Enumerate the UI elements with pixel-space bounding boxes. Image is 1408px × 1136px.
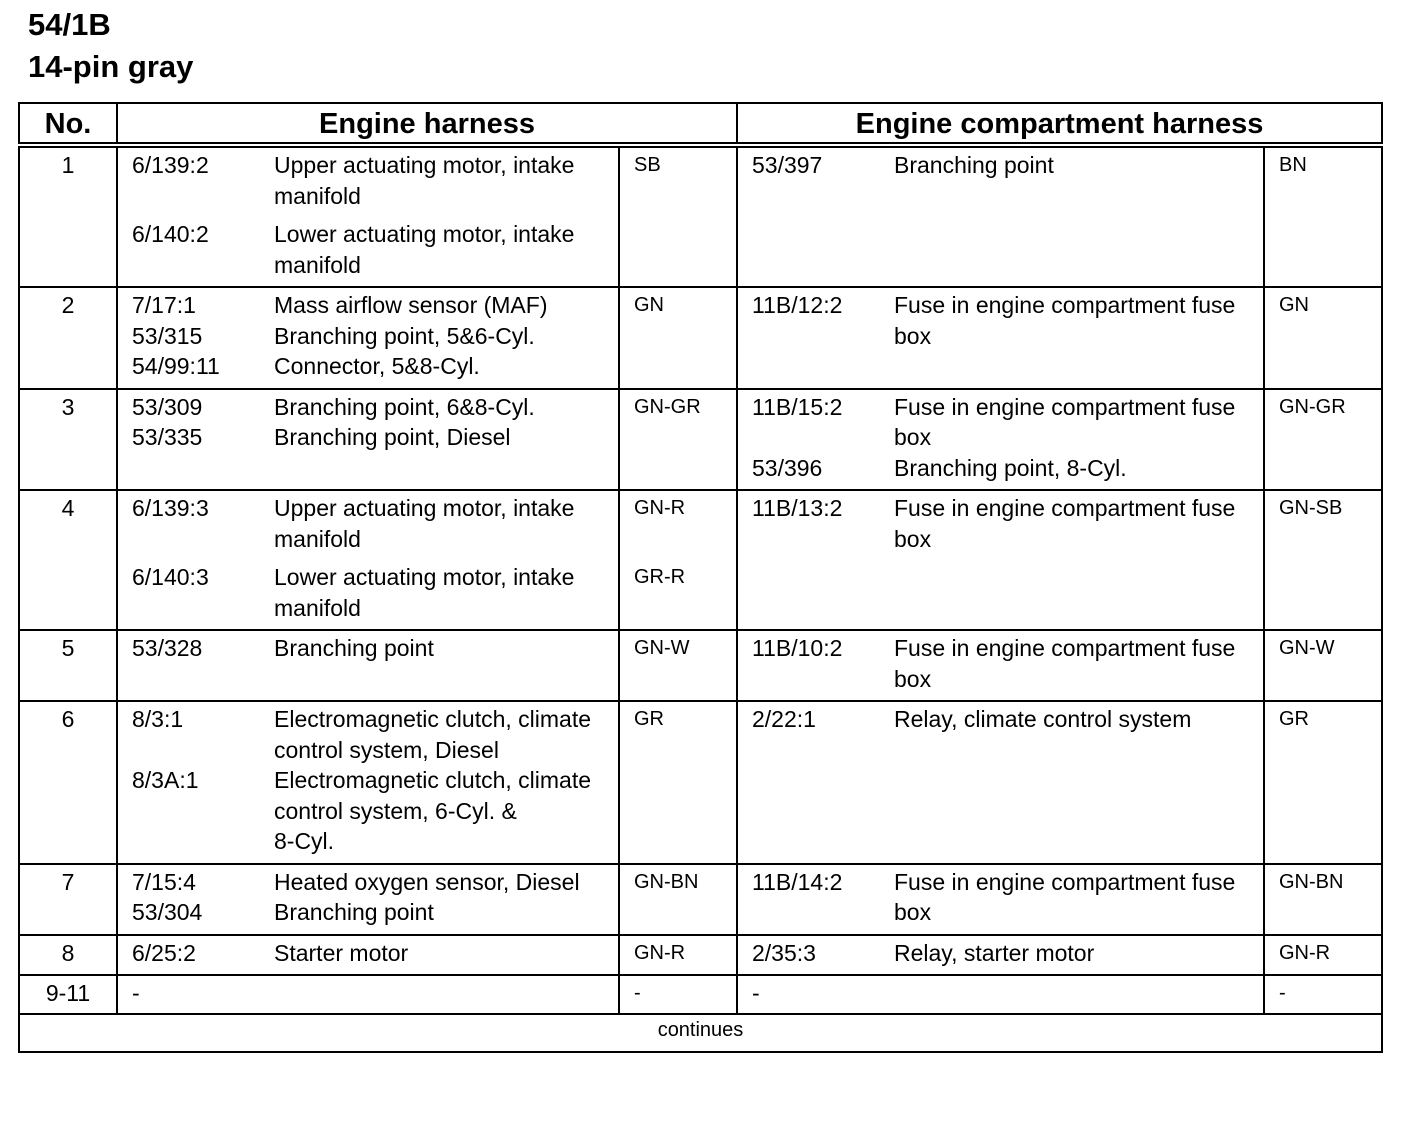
harness-entry — [752, 453, 1257, 484]
component-description — [274, 150, 612, 211]
table-body — [19, 145, 1382, 1014]
pinout-table — [18, 102, 1383, 1053]
wire-color: GN-BN — [1279, 870, 1344, 893]
engine-harness-cell — [117, 389, 619, 491]
wire-color: - — [634, 982, 641, 1004]
connector-code: 53/397 — [752, 152, 823, 178]
pin-number: 3 — [19, 389, 117, 491]
compartment-harness-cell — [737, 630, 1264, 701]
compartment-harness-cell — [737, 864, 1264, 935]
engine-wire-color-cell — [619, 490, 737, 630]
table-row — [19, 389, 1382, 491]
wire-color: GN-R — [1279, 941, 1331, 964]
wire-color: GN-SB — [1279, 497, 1343, 519]
component-description — [274, 633, 612, 664]
connector-code: - — [752, 980, 760, 1006]
component-description — [894, 633, 1257, 694]
component-description — [894, 392, 1257, 453]
table-row — [19, 490, 1382, 630]
harness-entry — [752, 938, 1257, 969]
connector-code: 7/17:1 — [132, 292, 196, 318]
component-description-text: Starter motor — [274, 939, 409, 966]
wire-color: GR — [1279, 708, 1309, 730]
page-heading — [28, 4, 193, 88]
component-description — [274, 290, 612, 321]
component-description-text: Lower actuating motor, intake manifold — [274, 221, 575, 278]
table-row — [19, 935, 1382, 976]
component-description-text: Branching point, 8-Cyl. — [894, 454, 1127, 481]
connector-description: 14-pin gray — [28, 49, 194, 84]
pin-number: 7 — [19, 864, 117, 935]
connector-code: 53/335 — [132, 424, 203, 450]
compartment-wire-color-cell — [1264, 935, 1382, 976]
component-description-text: Fuse in engine compartment fuse box — [894, 292, 1236, 349]
component-description — [894, 867, 1257, 928]
component-description-text: Electromagnetic clutch, climate control system, Diesel — [274, 706, 592, 763]
harness-entry — [132, 422, 612, 453]
component-description-text: Relay, climate control system — [894, 706, 1192, 732]
footer-row — [19, 1014, 1382, 1052]
harness-entry — [752, 493, 1257, 554]
component-description-text: Branching point, 5&6-Cyl. — [274, 322, 535, 349]
connector-code: 53/309 — [132, 393, 203, 420]
engine-harness-cell — [117, 975, 619, 1014]
harness-entry — [132, 938, 612, 969]
connector-id: 54/1B — [28, 7, 111, 42]
wire-color: GN-W — [1279, 637, 1335, 659]
compartment-wire-color-cell — [1264, 975, 1382, 1014]
compartment-wire-color-cell — [1264, 389, 1382, 491]
harness-entry — [752, 633, 1257, 694]
component-description — [894, 290, 1257, 351]
table-row — [19, 145, 1382, 287]
component-description-text: Fuse in engine compartment fuse box — [894, 393, 1236, 450]
component-description-text: Relay, starter motor — [894, 939, 1095, 966]
table-row — [19, 287, 1382, 389]
column-header-no: No. — [19, 103, 117, 145]
connector-code: 54/99:11 — [132, 353, 220, 379]
component-description — [894, 493, 1257, 554]
component-description — [274, 321, 612, 352]
component-description — [894, 938, 1257, 969]
component-description-cont: 8-Cyl. — [274, 828, 335, 854]
compartment-harness-cell — [737, 935, 1264, 976]
harness-entry — [752, 704, 1257, 735]
engine-harness-cell — [117, 935, 619, 976]
connector-code: 8/3A:1 — [132, 767, 199, 793]
connector-code: 11B/12:2 — [752, 292, 843, 318]
component-description — [274, 704, 612, 765]
harness-entry — [132, 392, 612, 423]
connector-code: 8/3:1 — [132, 706, 184, 732]
engine-wire-color-cell — [619, 864, 737, 935]
component-description — [274, 897, 612, 928]
connector-code: 2/22:1 — [752, 706, 816, 732]
connector-code: 6/139:2 — [132, 152, 209, 178]
wire-color: GN-R — [634, 497, 686, 519]
connector-code: 53/396 — [752, 454, 823, 481]
component-description — [274, 562, 612, 623]
harness-entry — [132, 897, 612, 928]
table-row — [19, 975, 1382, 1014]
wire-color: GR-R — [634, 566, 686, 588]
connector-code: 11B/14:2 — [752, 868, 843, 895]
compartment-harness-cell — [737, 145, 1264, 287]
pin-number: 4 — [19, 490, 117, 630]
pin-number: 8 — [19, 935, 117, 976]
component-description-text: Upper actuating motor, intake manifold — [274, 495, 575, 552]
wire-color: SB — [634, 154, 661, 176]
component-description — [274, 938, 612, 969]
component-description — [274, 422, 612, 453]
component-description-text: Upper actuating motor, intake manifold — [274, 152, 575, 209]
harness-entry — [752, 290, 1257, 351]
table-row — [19, 864, 1382, 935]
wire-color: GN-GR — [1279, 395, 1346, 418]
connector-code: 6/140:3 — [132, 564, 209, 590]
component-description-text: Branching point, 6&8-Cyl. — [274, 393, 535, 420]
component-description-text: Fuse in engine compartment fuse box — [894, 635, 1236, 692]
component-description-text: Branching point, Diesel — [274, 424, 511, 450]
continues-note: continues — [19, 1014, 1382, 1052]
column-header-engine-harness: Engine harness — [117, 103, 737, 145]
component-description — [274, 493, 612, 554]
component-description-text: Heated oxygen sensor, Diesel — [274, 868, 580, 895]
engine-wire-color-cell — [619, 935, 737, 976]
pin-number: 5 — [19, 630, 117, 701]
harness-entry — [132, 219, 612, 280]
compartment-wire-color-cell — [1264, 864, 1382, 935]
connector-code: 53/304 — [132, 899, 203, 925]
engine-harness-cell — [117, 864, 619, 935]
connector-code: 2/35:3 — [752, 939, 816, 966]
harness-entry — [132, 562, 612, 623]
connector-code: 53/315 — [132, 322, 203, 349]
component-description-text: Branching point — [274, 635, 434, 661]
component-description — [894, 150, 1257, 181]
wire-color: GN-BN — [634, 870, 699, 893]
wire-color: GN — [1279, 294, 1309, 316]
harness-entry — [132, 150, 612, 211]
component-description — [274, 392, 612, 423]
harness-entry — [132, 290, 612, 321]
engine-wire-color-cell — [619, 630, 737, 701]
pin-number: 1 — [19, 145, 117, 287]
engine-wire-color-cell — [619, 287, 737, 389]
table-row — [19, 630, 1382, 701]
component-description — [894, 978, 1257, 1009]
harness-entry — [132, 493, 612, 554]
component-description — [894, 453, 1257, 484]
harness-entry — [752, 867, 1257, 928]
compartment-harness-cell — [737, 389, 1264, 491]
component-description-text: Branching point — [894, 152, 1054, 178]
component-description — [274, 978, 612, 1009]
wire-color: GN-R — [634, 941, 686, 964]
wire-color: GR — [634, 708, 664, 730]
component-description — [274, 219, 612, 280]
table-row — [19, 701, 1382, 864]
engine-wire-color-cell — [619, 145, 737, 287]
component-description-text: Branching point — [274, 899, 434, 925]
wire-color: BN — [1279, 154, 1307, 176]
compartment-wire-color-cell — [1264, 145, 1382, 287]
component-description — [274, 351, 612, 382]
harness-entry — [132, 704, 612, 765]
component-description-text: Fuse in engine compartment fuse box — [894, 495, 1236, 552]
connector-code: 11B/13:2 — [752, 495, 843, 521]
compartment-wire-color-cell — [1264, 287, 1382, 389]
component-description-text: Electromagnetic clutch, climate control system, 6-Cyl. & — [274, 767, 592, 824]
harness-entry — [752, 978, 1257, 1009]
column-header-compartment-harness: Engine compartment harness — [737, 103, 1382, 145]
component-description — [274, 765, 612, 857]
harness-entry — [132, 978, 612, 1009]
harness-entry — [132, 633, 612, 664]
wire-color: - — [1279, 982, 1286, 1004]
wire-color: GN-W — [634, 637, 690, 659]
connector-code: 53/328 — [132, 635, 203, 661]
compartment-wire-color-cell — [1264, 701, 1382, 864]
harness-entry — [132, 351, 612, 382]
pin-number: 6 — [19, 701, 117, 864]
harness-entry — [752, 150, 1257, 181]
harness-entry — [132, 867, 612, 898]
table-header-row — [19, 103, 1382, 145]
harness-entry — [752, 392, 1257, 453]
compartment-wire-color-cell — [1264, 630, 1382, 701]
component-description — [894, 704, 1257, 735]
engine-wire-color-cell — [619, 701, 737, 864]
compartment-harness-cell — [737, 975, 1264, 1014]
component-description — [274, 867, 612, 898]
component-description-text: Fuse in engine compartment fuse box — [894, 868, 1236, 925]
connector-code: 11B/15:2 — [752, 393, 843, 420]
engine-wire-color-cell — [619, 389, 737, 491]
wire-color: GN-GR — [634, 395, 701, 418]
wire-color: GN — [634, 294, 664, 316]
harness-entry — [132, 765, 612, 857]
engine-harness-cell — [117, 287, 619, 389]
engine-wire-color-cell — [619, 975, 737, 1014]
connector-code: 11B/10:2 — [752, 635, 843, 661]
connector-code: 6/25:2 — [132, 939, 196, 966]
harness-entry — [132, 321, 612, 352]
engine-harness-cell — [117, 630, 619, 701]
compartment-wire-color-cell — [1264, 490, 1382, 630]
connector-code: 6/140:2 — [132, 221, 209, 247]
component-description-text: Mass airflow sensor (MAF) — [274, 292, 548, 318]
compartment-harness-cell — [737, 490, 1264, 630]
engine-harness-cell — [117, 701, 619, 864]
component-description-text: Lower actuating motor, intake manifold — [274, 564, 575, 621]
connector-code: 7/15:4 — [132, 868, 196, 895]
compartment-harness-cell — [737, 287, 1264, 389]
component-description-text: Connector, 5&8-Cyl. — [274, 353, 480, 379]
engine-harness-cell — [117, 490, 619, 630]
pin-number: 2 — [19, 287, 117, 389]
connector-code: 6/139:3 — [132, 495, 209, 521]
engine-harness-cell — [117, 145, 619, 287]
connector-code: - — [132, 980, 140, 1006]
pin-number: 9-11 — [19, 975, 117, 1014]
compartment-harness-cell — [737, 701, 1264, 864]
